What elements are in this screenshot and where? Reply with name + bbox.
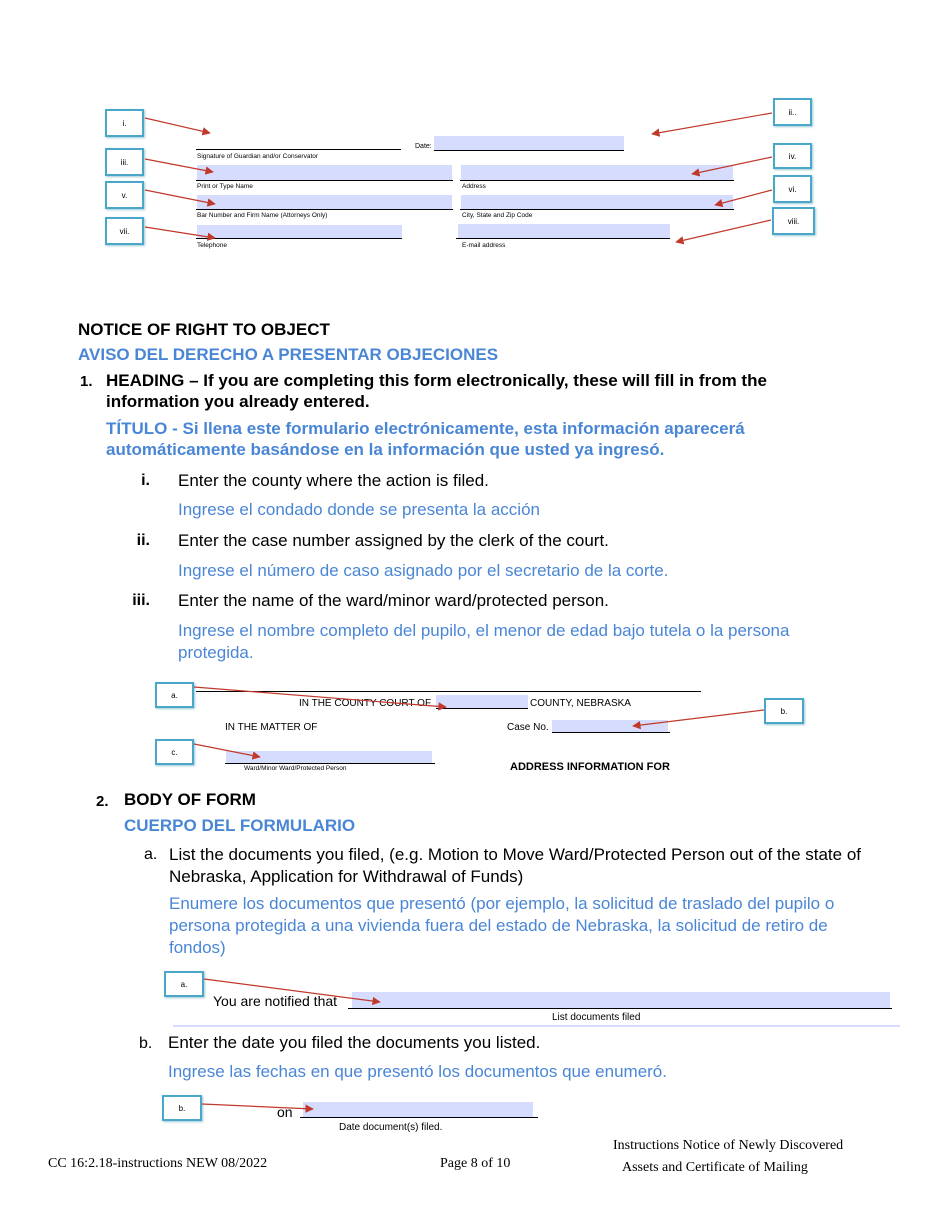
- arrow-viii: [676, 220, 771, 242]
- footer-page-number: Page 8 of 10: [440, 1156, 511, 1171]
- arrow-v: [145, 190, 215, 204]
- item-a-text-spanish: Enumere los documentos que presentó (por ejemplo, la solicitud de traslado del pupilo o persona protegida a una vivienda fuera del estado de Nebraska, la solicitud de retiro de fondos): [169, 894, 835, 957]
- item-iii-mark: iii.: [132, 592, 150, 609]
- section1-number: 1.: [80, 373, 93, 390]
- arrow-iii: [145, 159, 213, 172]
- arrow-ii: [652, 113, 772, 134]
- item-iii-text-spanish: Ingrese el nombre completo del pupilo, el menor de edad bajo tutela o la persona protegida.: [178, 621, 790, 662]
- callout-vii: vii.: [105, 217, 144, 245]
- arrow-c-heading: [194, 744, 260, 757]
- callout-v: v.: [105, 181, 144, 209]
- case-no-label: Case No.: [507, 722, 549, 733]
- notified-label: You are notified that: [213, 993, 338, 1009]
- section2-heading: BODY OF FORM: [124, 790, 256, 809]
- callout-a-heading: a.: [155, 682, 194, 708]
- court-right-label: COUNTY, NEBRASKA: [530, 698, 631, 709]
- email-label: E-mail address: [462, 242, 506, 249]
- notice-title: NOTICE OF RIGHT TO OBJECT: [78, 320, 330, 339]
- callout-iii: iii.: [105, 148, 144, 176]
- item-b-mark: b.: [139, 1035, 153, 1052]
- notice-title-spanish: AVISO DEL DERECHO A PRESENTAR OBJECIONES: [78, 345, 499, 364]
- item-ii-mark: ii.: [136, 532, 150, 549]
- item-ii-text-spanish: Ingrese el número de caso asignado por el secretario de la corte.: [178, 561, 669, 580]
- telephone-label: Telephone: [197, 242, 227, 249]
- arrow-a-notified: [204, 979, 380, 1002]
- item-i-mark: i.: [141, 472, 150, 489]
- ward-name-label: Ward/Minor Ward/Protected Person: [244, 765, 347, 772]
- arrow-a-heading: [194, 687, 446, 707]
- footer-title-line2: Assets and Certificate of Mailing: [622, 1160, 808, 1175]
- arrow-iv: [692, 157, 772, 174]
- arrow-b-date: [202, 1104, 313, 1109]
- city-state-zip-label: City, State and Zip Code: [462, 212, 533, 219]
- callout-a-notified: a.: [164, 971, 204, 997]
- arrow-b-heading: [633, 710, 764, 726]
- footer-form-id: CC 16:2.18-instructions NEW 08/2022: [48, 1156, 268, 1171]
- item-b-text-spanish: Ingrese las fechas en que presentó los documentos que enumeró.: [168, 1062, 667, 1081]
- bar-number-label: Bar Number and Firm Name (Attorneys Only): [197, 212, 328, 219]
- callout-viii: viii.: [772, 207, 815, 235]
- arrow-vi: [715, 190, 772, 205]
- footer-title-line1: Instructions Notice of Newly Discovered: [613, 1138, 844, 1153]
- address-label: Address: [462, 183, 486, 190]
- matter-label: IN THE MATTER OF: [225, 722, 318, 733]
- callout-b-date: b.: [162, 1095, 202, 1121]
- section2-number: 2.: [96, 793, 109, 810]
- item-a-mark: a.: [144, 846, 158, 863]
- section1-heading: HEADING – If you are completing this form electronically, these will fill in from the information you already entered.: [106, 371, 767, 411]
- callout-b-heading: b.: [764, 698, 804, 724]
- item-iii-text: Enter the name of the ward/minor ward/protected person.: [178, 591, 609, 610]
- callout-iv: iv.: [773, 143, 812, 169]
- section2-heading-spanish: CUERPO DEL FORMULARIO: [124, 816, 356, 835]
- callout-ii: ii..: [773, 98, 812, 126]
- address-info-label: ADDRESS INFORMATION FOR: [510, 761, 670, 773]
- item-b-text: Enter the date you filed the documents you listed.: [168, 1033, 541, 1052]
- item-i-text-spanish: Ingrese el condado donde se presenta la acción: [178, 500, 540, 519]
- on-label: on: [277, 1104, 293, 1120]
- callout-vi: vi.: [773, 175, 812, 203]
- arrow-vii: [145, 227, 215, 238]
- documents-label: List documents filed: [552, 1012, 641, 1023]
- callout-c-heading: c.: [155, 739, 194, 765]
- print-name-label: Print or Type Name: [197, 183, 253, 190]
- date-label: Date:: [415, 143, 432, 150]
- item-ii-text: Enter the case number assigned by the clerk of the court.: [178, 531, 609, 550]
- item-i-text: Enter the county where the action is filed.: [178, 471, 489, 490]
- item-a-text: List the documents you filed, (e.g. Motion to Move Ward/Protected Person out of the state of Nebraska, Application for Withdrawal of Funds): [169, 845, 862, 886]
- signature-label: Signature of Guardian and/or Conservator: [197, 153, 319, 160]
- callout-i: i.: [105, 109, 144, 137]
- court-left-label: IN THE COUNTY COURT OF: [299, 698, 432, 709]
- section1-heading-spanish: TÍTULO - Si llena este formulario electrónicamente, esta información aparecerá automáticamente basándose en la información que usted ya ingresó.: [106, 419, 745, 459]
- date-filed-label: Date document(s) filed.: [339, 1122, 443, 1133]
- arrow-i: [145, 118, 210, 133]
